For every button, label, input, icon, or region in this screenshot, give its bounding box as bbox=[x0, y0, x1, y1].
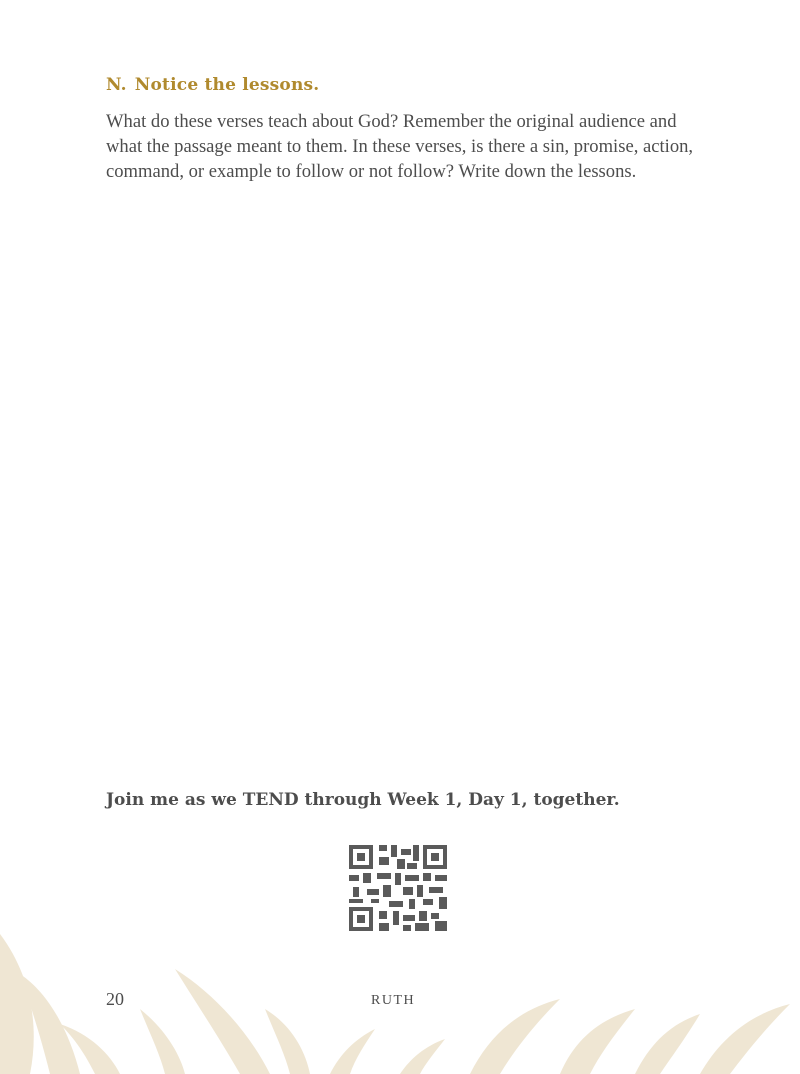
section-letter: N. bbox=[106, 75, 127, 95]
cta-text: Join me as we TEND through Week 1, Day 1, together. bbox=[106, 790, 620, 810]
running-footer-title: RUTH bbox=[371, 993, 416, 1008]
page-number: 20 bbox=[106, 989, 124, 1009]
qr-code-icon[interactable] bbox=[349, 845, 447, 931]
section-heading bbox=[106, 75, 319, 95]
section-heading-text: Notice the lessons. bbox=[134, 75, 320, 95]
section-body: What do these verses teach about God? Remember the original audience and what the passage meant to them. In these verses, is there a sin, promise, action, command, or example to follow or not follow? Write down the lessons. bbox=[106, 111, 694, 182]
